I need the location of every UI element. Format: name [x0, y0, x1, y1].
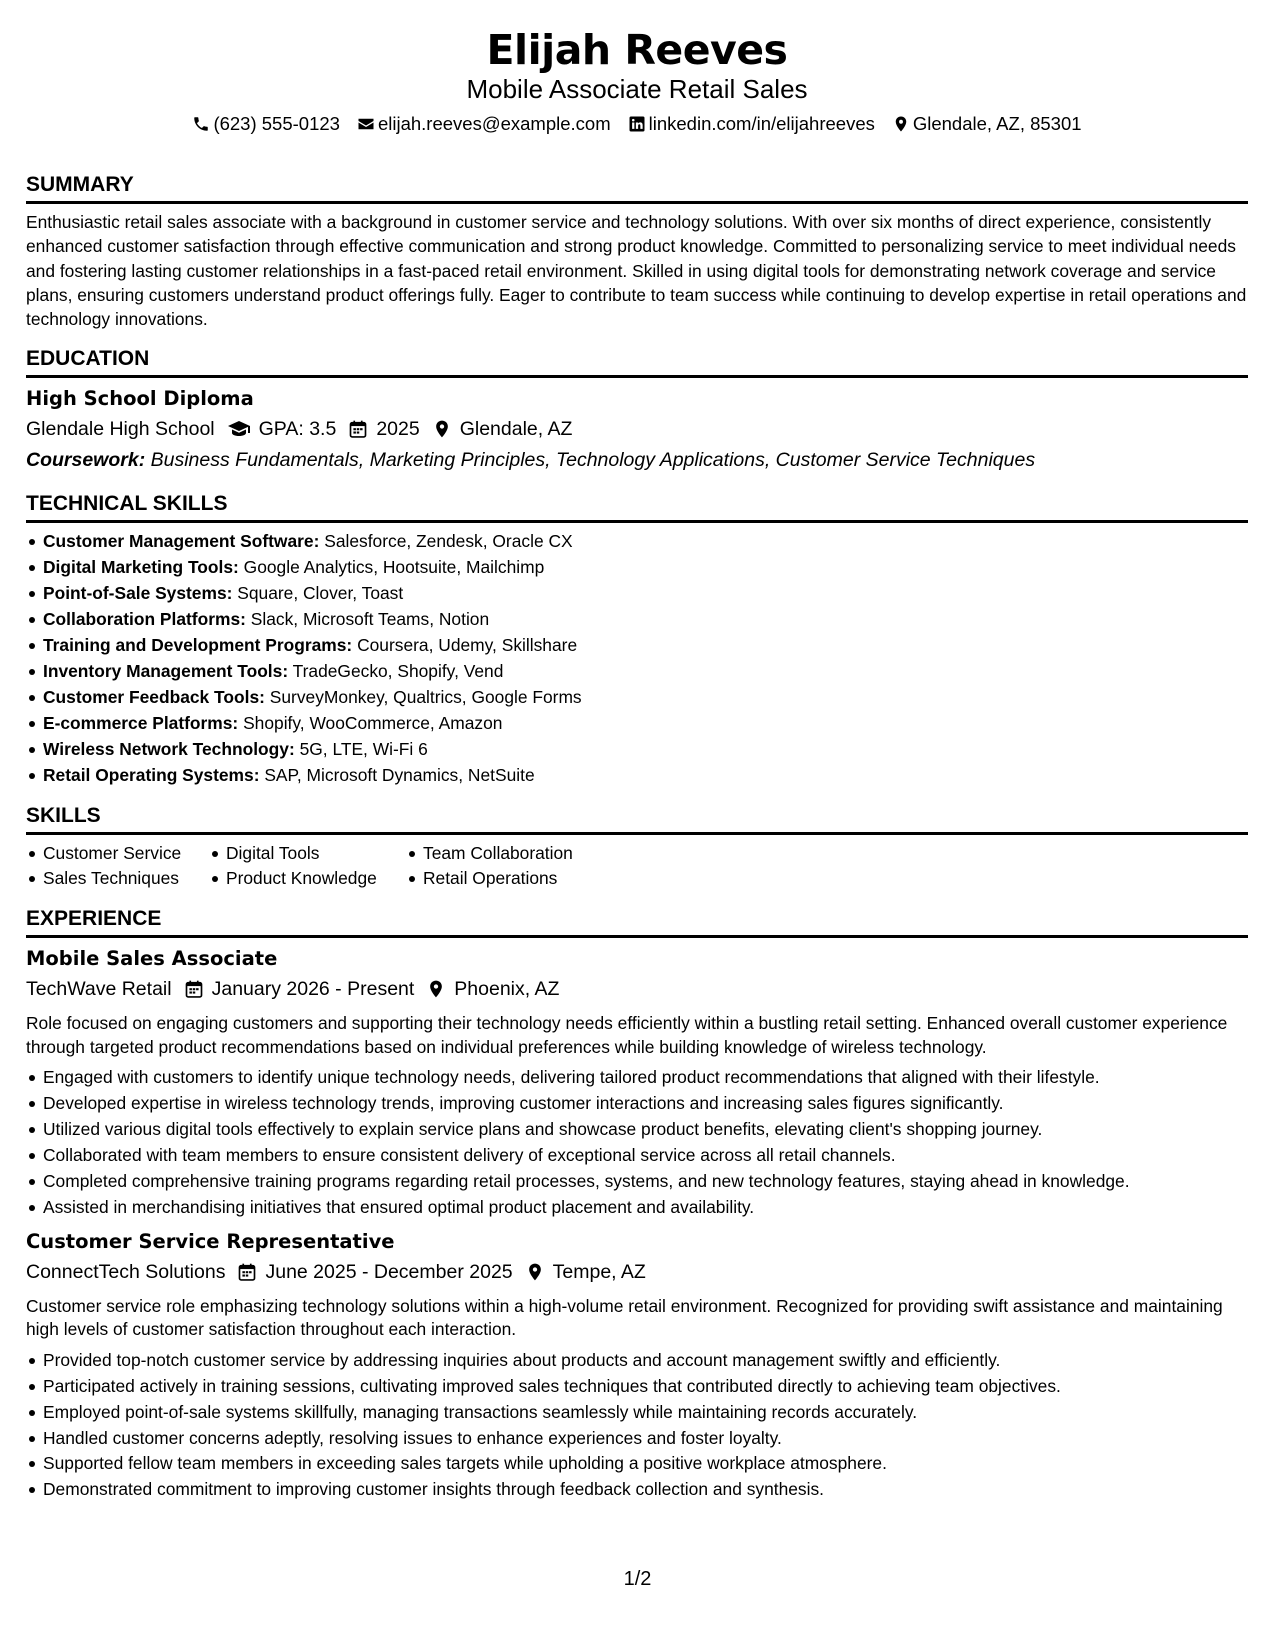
- skill-category: Point-of-Sale Systems:: [43, 583, 233, 604]
- school-name: Glendale High School: [26, 418, 215, 441]
- list-item: Sales Techniques: [26, 866, 209, 892]
- contact-linkedin[interactable]: [628, 112, 875, 136]
- map-marker-icon: [525, 1262, 545, 1282]
- degree-title: High School Diploma: [26, 387, 254, 411]
- skill-values: Square, Clover, Toast: [237, 583, 404, 604]
- job-title: Mobile Sales Associate: [26, 947, 278, 971]
- list-item: [26, 529, 1248, 555]
- education-heading: EDUCATION: [26, 347, 1248, 378]
- list-item: Product Knowledge: [209, 866, 406, 892]
- calendar-icon: [184, 979, 204, 999]
- education-meta: [26, 415, 1248, 443]
- list-item: Demonstrated commitment to improving customer insights through feedback collection and synthesis.: [26, 1477, 1248, 1503]
- skill-values: TradeGecko, Shopify, Vend: [292, 661, 504, 682]
- list-item: [26, 763, 1248, 789]
- summary-text: Enthusiastic retail sales associate with a background in customer service and technology solutions. With over six months of direct experience, consistently enhanced customer satisfaction through effective communication and strong product knowledge. Committed to personalizing service to meet individual needs and fostering lasting customer relationships in a fast-paced retail environment. Skilled in using digital tools for demonstrating network coverage and service plans, ensuring customers understand product offerings fully. Eager to contribute to team success while continuing to develop expertise in retail operations and technology innovations.: [26, 212, 1247, 330]
- job-meta: [26, 975, 1248, 1003]
- skill-values: Shopify, WooCommerce, Amazon: [243, 712, 503, 733]
- email-text: elijah.reeves@example.com: [377, 113, 611, 134]
- contact-location: [892, 112, 1082, 136]
- skills-column: [209, 841, 406, 893]
- contact-row: [26, 112, 1248, 136]
- summary-section: [26, 173, 1248, 331]
- resume-page: [26, 0, 1248, 1503]
- linkedin-icon: [628, 115, 646, 133]
- list-item: Digital Tools: [209, 841, 406, 867]
- list-item: Participated actively in training sessions, cultivating improved sales techniques that contributed directly to achieving team objectives.: [26, 1374, 1248, 1400]
- skill-category: Customer Feedback Tools:: [43, 686, 265, 707]
- list-item: Collaborated with team members to ensure consistent delivery of exceptional service across all retail channels.: [26, 1143, 1248, 1169]
- list-item: Assisted in merchandising initiatives that ensured optimal product placement and availability.: [26, 1195, 1248, 1221]
- skill-values: SurveyMonkey, Qualtrics, Google Forms: [269, 686, 582, 707]
- list-item: [26, 581, 1248, 607]
- skill-values: 5G, LTE, Wi-Fi 6: [299, 738, 428, 759]
- skill-category: Training and Development Programs:: [43, 635, 353, 656]
- technical-skills-heading: TECHNICAL SKILLS: [26, 492, 1248, 523]
- contact-phone: [192, 112, 340, 136]
- job-title: Customer Service Representative: [26, 1229, 395, 1253]
- experience-heading: EXPERIENCE: [26, 907, 1248, 938]
- gpa-text: GPA: 3.5: [258, 418, 337, 441]
- list-item: [26, 607, 1248, 633]
- technical-skills-list: [26, 529, 1248, 788]
- envelope-icon: [357, 115, 375, 133]
- list-item: Retail Operations: [406, 866, 606, 892]
- skill-category: Inventory Management Tools:: [43, 661, 289, 682]
- list-item: [26, 711, 1248, 737]
- skills-column: [406, 841, 606, 893]
- skill-values: Coursera, Udemy, Skillshare: [357, 635, 578, 656]
- location-text: Glendale, AZ, 85301: [912, 113, 1082, 134]
- map-marker-icon: [892, 115, 910, 133]
- calendar-icon: [348, 419, 368, 439]
- skill-category: Customer Management Software:: [43, 531, 320, 552]
- list-item: Developed expertise in wireless technology trends, improving customer interactions and increasing sales figures significantly.: [26, 1091, 1248, 1117]
- contact-email[interactable]: [357, 112, 611, 136]
- job-location: Phoenix, AZ: [454, 978, 560, 1001]
- list-item: [26, 737, 1248, 763]
- coursework-text: Business Fundamentals, Marketing Principles, Technology Applications, Customer Service Techniques: [150, 449, 1036, 472]
- company-name: ConnectTech Solutions: [26, 1260, 226, 1283]
- job-meta: [26, 1258, 1248, 1286]
- coursework-label: Coursework:: [26, 449, 146, 472]
- job-dates: January 2026 - Present: [211, 978, 415, 1001]
- list-item: Customer Service: [26, 841, 209, 867]
- map-marker-icon: [432, 419, 452, 439]
- experience-section: [26, 907, 1248, 1503]
- list-item: Handled customer concerns adeptly, resolving issues to enhance experiences and foster loyalty.: [26, 1426, 1248, 1452]
- list-item: [26, 633, 1248, 659]
- job-dates: June 2025 - December 2025: [265, 1260, 513, 1283]
- job-bullets: [26, 1065, 1248, 1220]
- skill-category: E-commerce Platforms:: [43, 712, 239, 733]
- coursework-line: [26, 446, 1248, 474]
- job-entry: [26, 1229, 1248, 1503]
- company-name: TechWave Retail: [26, 978, 172, 1001]
- skills-heading: SKILLS: [26, 804, 1248, 835]
- list-item: Provided top-notch customer service by addressing inquiries about products and account management swiftly and efficiently.: [26, 1348, 1248, 1374]
- job-description: Customer service role emphasizing technology solutions within a high-volume retail environment. Recognized for providing swift assistance and maintaining high levels of customer satisfaction throughout each interaction.: [26, 1295, 1223, 1340]
- list-item: Team Collaboration: [406, 841, 606, 867]
- skill-category: Wireless Network Technology:: [43, 738, 295, 759]
- skill-values: Slack, Microsoft Teams, Notion: [250, 609, 490, 630]
- skill-category: Retail Operating Systems:: [43, 764, 260, 785]
- resume-header: [26, 27, 1248, 136]
- job-location: Tempe, AZ: [552, 1260, 646, 1283]
- map-marker-icon: [426, 979, 446, 999]
- list-item: Completed comprehensive training programs regarding retail processes, systems, and new technology features, staying ahead in knowledge.: [26, 1169, 1248, 1195]
- skill-category: Digital Marketing Tools:: [43, 557, 239, 578]
- phone-icon: [192, 115, 210, 133]
- list-item: [26, 685, 1248, 711]
- graduation-year: 2025: [376, 418, 420, 441]
- list-item: [26, 659, 1248, 685]
- list-item: Employed point-of-sale systems skillfully, managing transactions seamlessly while maintaining records accurately.: [26, 1400, 1248, 1426]
- candidate-title: Mobile Associate Retail Sales: [466, 74, 808, 104]
- linkedin-text: linkedin.com/in/elijahreeves: [648, 113, 875, 134]
- list-item: [26, 555, 1248, 581]
- list-item: Utilized various digital tools effectively to explain service plans and showcase product benefits, elevating client's shopping journey.: [26, 1117, 1248, 1143]
- technical-skills-section: [26, 492, 1248, 788]
- job-entry: [26, 946, 1248, 1220]
- calendar-icon: [237, 1262, 257, 1282]
- job-bullets: [26, 1348, 1248, 1503]
- skills-column: [26, 841, 209, 893]
- phone-text: (623) 555-0123: [213, 113, 340, 134]
- skill-category: Collaboration Platforms:: [43, 609, 246, 630]
- education-section: [26, 347, 1248, 474]
- skill-values: Salesforce, Zendesk, Oracle CX: [324, 531, 573, 552]
- school-location: Glendale, AZ: [459, 418, 573, 441]
- skill-values: SAP, Microsoft Dynamics, NetSuite: [264, 764, 535, 785]
- skills-grid: [26, 841, 1248, 893]
- page-number: 1/2: [623, 1568, 652, 1590]
- list-item: Engaged with customers to identify unique technology needs, delivering tailored product recommendations that aligned with their lifestyle.: [26, 1065, 1248, 1091]
- skills-section: [26, 804, 1248, 893]
- graduation-cap-icon: [227, 417, 251, 441]
- candidate-name: Elijah Reeves: [486, 26, 788, 74]
- list-item: Supported fellow team members in exceeding sales targets while upholding a positive workplace atmosphere.: [26, 1451, 1248, 1477]
- summary-heading: SUMMARY: [26, 173, 1248, 204]
- job-description: Role focused on engaging customers and supporting their technology needs efficiently within a bustling retail setting. Enhanced overall customer experience through targeted product recommendations based on individual preferences while building knowledge of wireless technology.: [26, 1013, 1228, 1057]
- skill-values: Google Analytics, Hootsuite, Mailchimp: [243, 557, 545, 578]
